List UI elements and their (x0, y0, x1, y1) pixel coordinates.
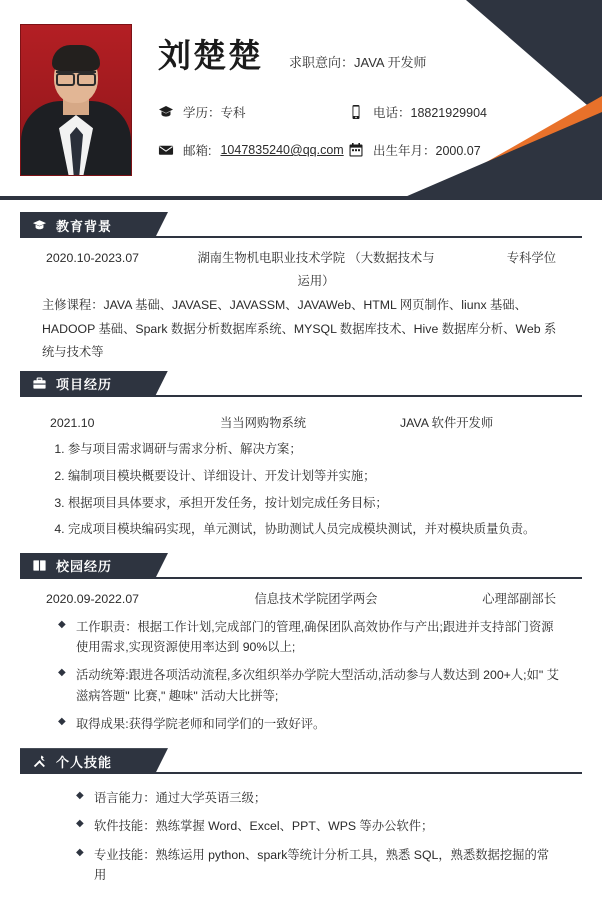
education-icon (32, 218, 47, 233)
campus-icon (32, 558, 47, 573)
list-item: ◆ 专业技能：熟练运用 python、spark等统计分析工具，熟悉 SQL，熟悉数据挖掘的常用 (76, 845, 560, 886)
project-head (42, 406, 560, 435)
section-title-project: 项目经历 (56, 377, 113, 393)
tools-icon (32, 754, 47, 769)
section-header-education (20, 212, 582, 238)
info-birth-label: 出生年月：2000.07 (373, 144, 481, 158)
project-content (20, 397, 582, 553)
list-item: 2. 编制项目模块概要设计、详细设计、开发计划等并实施； (68, 467, 560, 487)
education-courses-text: JAVA 基础、JAVASE、JAVASSM、JAVAWeb、HTML 网页制作、liunx 基础、HADOOP 基础、Spark 数据分析数据库系统、MYSQL 数据库技术、Hive 数据库分析、Web 系统与技术等 (42, 298, 557, 360)
education-school: 湖南生物机电职业技术学院 （大数据技术与运用） (197, 251, 435, 288)
education-degree: 专科学位 (506, 251, 556, 265)
avatar (20, 24, 132, 176)
graduation-cap-icon (158, 104, 174, 120)
campus-content (20, 579, 582, 748)
list-item: ◆ 取得成果:获得学院老师和同学们的一致好评。 (58, 714, 560, 734)
list-item: ◆ 活动统筹:跟进各项活动流程,多次组织举办学院大型活动,活动参与人数达到 200+人;如" 艾滋病答题" 比赛," 趣味" 活动大比拼等; (58, 665, 560, 706)
education-courses-label: 主修课程： (42, 298, 104, 313)
calendar-icon (348, 142, 364, 158)
list-item: ◆ 工作职责：根据工作计划,完成部门的管理,确保团队高效协作与产出;跟进并支持部门资源使用需求,实现资源使用率达到 90%以上; (58, 617, 560, 658)
skills-list (42, 788, 560, 885)
list-item: 3. 根据项目具体要求，承担开发任务，按计划完成任务目标； (68, 494, 560, 514)
education-row (42, 247, 560, 292)
section-title-skills: 个人技能 (56, 754, 113, 770)
info-email-address: 1047835240@qq.com (220, 143, 344, 157)
campus-list (42, 617, 560, 734)
project-role: JAVA 软件开发师 (400, 415, 494, 430)
section-education (0, 212, 602, 371)
candidate-name: 刘楚楚 (158, 39, 263, 75)
job-intent: 求职意向：JAVA 开发师 (289, 55, 427, 70)
campus-row (42, 588, 560, 611)
section-campus (0, 553, 602, 748)
project-duty-list (42, 440, 560, 540)
education-courses (42, 294, 560, 364)
info-phone (348, 103, 582, 121)
project-name: 当当网购物系统 (220, 415, 307, 430)
skills-content (20, 774, 582, 899)
info-education-label: 学历：专科 (183, 106, 246, 120)
briefcase-icon (32, 376, 47, 391)
campus-org: 信息技术学院团学两会 (254, 591, 378, 606)
phone-icon (348, 104, 364, 120)
info-phone-label: 电话：18821929904 (373, 106, 487, 120)
section-skills (0, 748, 602, 899)
info-birth (348, 141, 582, 159)
campus-date: 2020.09-2022.07 (46, 591, 139, 606)
list-item: 1. 参与项目需求调研与需求分析、解决方案； (68, 440, 560, 460)
list-item: ◆ 语言能力：通过大学英语三级； (76, 788, 560, 808)
info-email (158, 141, 348, 159)
contact-info (158, 103, 582, 159)
education-date: 2020.10-2023.07 (46, 251, 139, 265)
list-item: ◆ 软件技能：熟练掌握 Word、Excel、PPT、WPS 等办公软件； (76, 816, 560, 836)
section-title-campus: 校园经历 (56, 559, 113, 575)
info-education (158, 103, 348, 121)
section-header-skills (20, 748, 582, 774)
resume-header (0, 0, 602, 212)
envelope-icon (158, 142, 174, 158)
list-item: 4. 完成项目模块编码实现，单元测试，协助测试人员完成模块测试，并对模块质量负责。 (68, 520, 560, 540)
section-header-project (20, 371, 582, 397)
campus-role: 心理部副部长 (482, 591, 556, 606)
education-content (20, 238, 582, 371)
info-email-prefix: 邮箱: (183, 144, 212, 158)
section-header-campus (20, 553, 582, 579)
section-title-education: 教育背景 (56, 218, 113, 234)
project-date: 2021.10 (50, 415, 95, 430)
section-project (0, 371, 602, 553)
